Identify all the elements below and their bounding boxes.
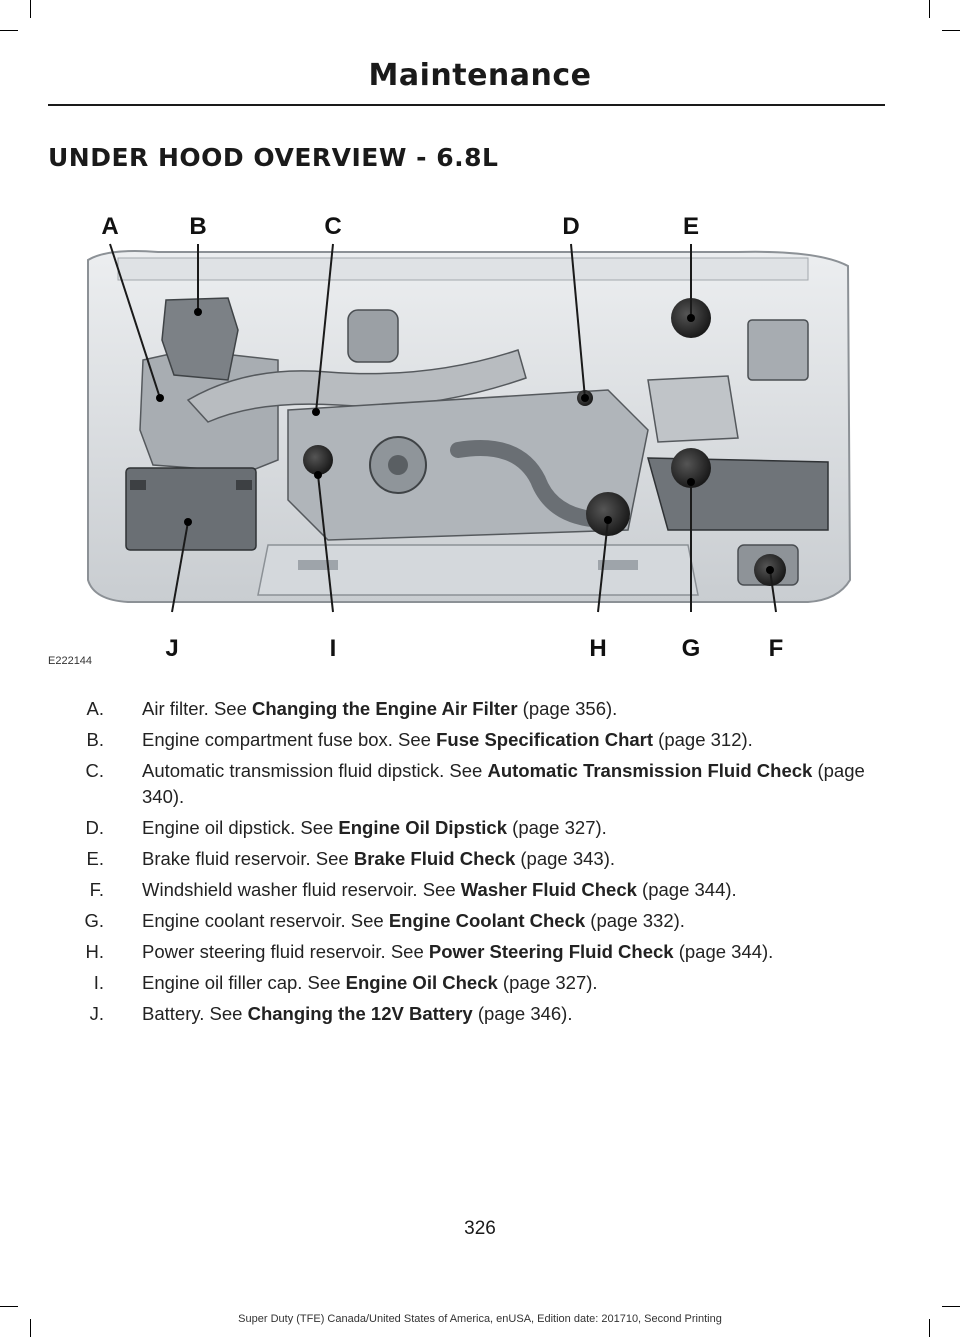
callout-label-c: C	[324, 213, 342, 240]
figure-code: E222144	[48, 655, 93, 667]
item-letter: D.	[85, 817, 104, 838]
item-page: (page 346).	[472, 1003, 573, 1024]
relay-box	[748, 320, 808, 380]
battery-terminal	[130, 480, 146, 490]
callout-label-a: A	[101, 213, 119, 240]
callout-label-e: E	[682, 213, 700, 240]
callout-label-h: H	[589, 635, 607, 662]
list-item	[48, 970, 888, 996]
crop-mark	[0, 30, 18, 31]
item-letter: G.	[84, 910, 104, 931]
section-title: UNDER HOOD OVERVIEW - 6.8L	[48, 143, 499, 172]
item-letter: F.	[89, 879, 104, 900]
list-item	[48, 939, 888, 965]
throttle-body	[348, 310, 398, 362]
item-text: Air filter. See	[142, 698, 253, 719]
item-page: (page 356).	[517, 698, 618, 719]
item-letter: E.	[86, 848, 104, 869]
item-reference-link[interactable]: Brake Fluid Check	[353, 848, 516, 869]
hood-latch-area	[118, 258, 808, 280]
component-list	[48, 696, 888, 1032]
callout-label-b: B	[189, 213, 207, 240]
callout-label-j: J	[165, 635, 179, 662]
callout-dot	[687, 314, 695, 322]
list-item	[48, 727, 888, 753]
item-text: Power steering fluid reservoir. See	[142, 941, 429, 962]
item-letter: H.	[85, 941, 104, 962]
callout-label-i: I	[329, 635, 337, 662]
crop-mark	[929, 0, 930, 18]
callout-dot	[581, 394, 589, 402]
item-text: Engine compartment fuse box. See	[142, 729, 437, 750]
item-reference-link[interactable]: Engine Oil Dipstick	[338, 817, 508, 838]
battery-terminal	[236, 480, 252, 490]
page-number: 326	[464, 1218, 496, 1239]
item-reference-link[interactable]: Engine Oil Check	[345, 972, 498, 993]
list-item	[48, 846, 888, 872]
crop-mark	[0, 1306, 18, 1307]
item-page: (page 343).	[515, 848, 616, 869]
radiator-slot	[298, 560, 338, 570]
callout-dot	[604, 516, 612, 524]
callout-dot	[184, 518, 192, 526]
engine-bay-illustration	[48, 200, 888, 670]
crop-mark	[942, 30, 960, 31]
item-text: Windshield washer fluid reservoir. See	[142, 879, 461, 900]
list-item	[48, 908, 888, 934]
oil-filler-cap	[303, 445, 333, 475]
item-reference-link[interactable]: Automatic Transmission Fluid Check	[487, 760, 813, 781]
page-header-title: Maintenance	[368, 58, 592, 93]
item-reference-link[interactable]: Power Steering Fluid Check	[428, 941, 674, 962]
item-letter: I.	[93, 972, 104, 993]
item-page: (page 332).	[585, 910, 685, 931]
callout-dot	[314, 471, 322, 479]
crop-mark	[30, 0, 31, 18]
list-item	[48, 696, 888, 722]
callout-label-g: G	[681, 635, 701, 662]
crop-mark	[942, 1306, 960, 1307]
item-letter: J.	[89, 1003, 104, 1024]
item-reference-link[interactable]: Engine Coolant Check	[388, 910, 586, 931]
item-text: Engine coolant reservoir. See	[142, 910, 389, 931]
callout-dot	[156, 394, 164, 402]
item-page: (page 327).	[507, 817, 607, 838]
item-reference-link[interactable]: Washer Fluid Check	[460, 879, 637, 900]
item-reference-link[interactable]: Changing the 12V Battery	[247, 1003, 473, 1024]
list-item	[48, 815, 888, 841]
item-page: (page 344).	[673, 941, 774, 962]
callout-label-f: F	[768, 635, 784, 662]
item-letter: B.	[86, 729, 104, 750]
item-letter: A.	[86, 698, 104, 719]
item-reference-link[interactable]: Changing the Engine Air Filter	[252, 698, 518, 719]
item-text: Automatic transmission fluid dipstick. See	[142, 760, 488, 781]
item-text: Battery. See	[142, 1003, 248, 1024]
engine-pulley	[388, 455, 408, 475]
list-item	[48, 1001, 888, 1027]
item-page: (page 327).	[497, 972, 598, 993]
item-page: (page 344).	[636, 879, 737, 900]
callout-dot	[687, 478, 695, 486]
callout-dot	[312, 408, 320, 416]
page-footer: Super Duty (TFE) Canada/United States of America, enUSA, Edition date: 201710, Second Printing	[238, 1313, 722, 1325]
list-item	[48, 758, 888, 810]
power-steering-cap	[586, 492, 630, 536]
item-text: Brake fluid reservoir. See	[142, 848, 354, 869]
header-divider	[48, 104, 885, 106]
callout-label-d: D	[562, 213, 580, 240]
item-page: (page 340).	[142, 760, 865, 807]
item-reference-link[interactable]: Fuse Specification Chart	[436, 729, 654, 750]
item-page: (page 312).	[653, 729, 753, 750]
callout-dot	[766, 566, 774, 574]
list-item	[48, 877, 888, 903]
item-letter: C.	[85, 760, 104, 781]
callout-dot	[194, 308, 202, 316]
item-text: Engine oil filler cap. See	[142, 972, 346, 993]
item-text: Engine oil dipstick. See	[142, 817, 339, 838]
abs-module	[648, 376, 738, 442]
